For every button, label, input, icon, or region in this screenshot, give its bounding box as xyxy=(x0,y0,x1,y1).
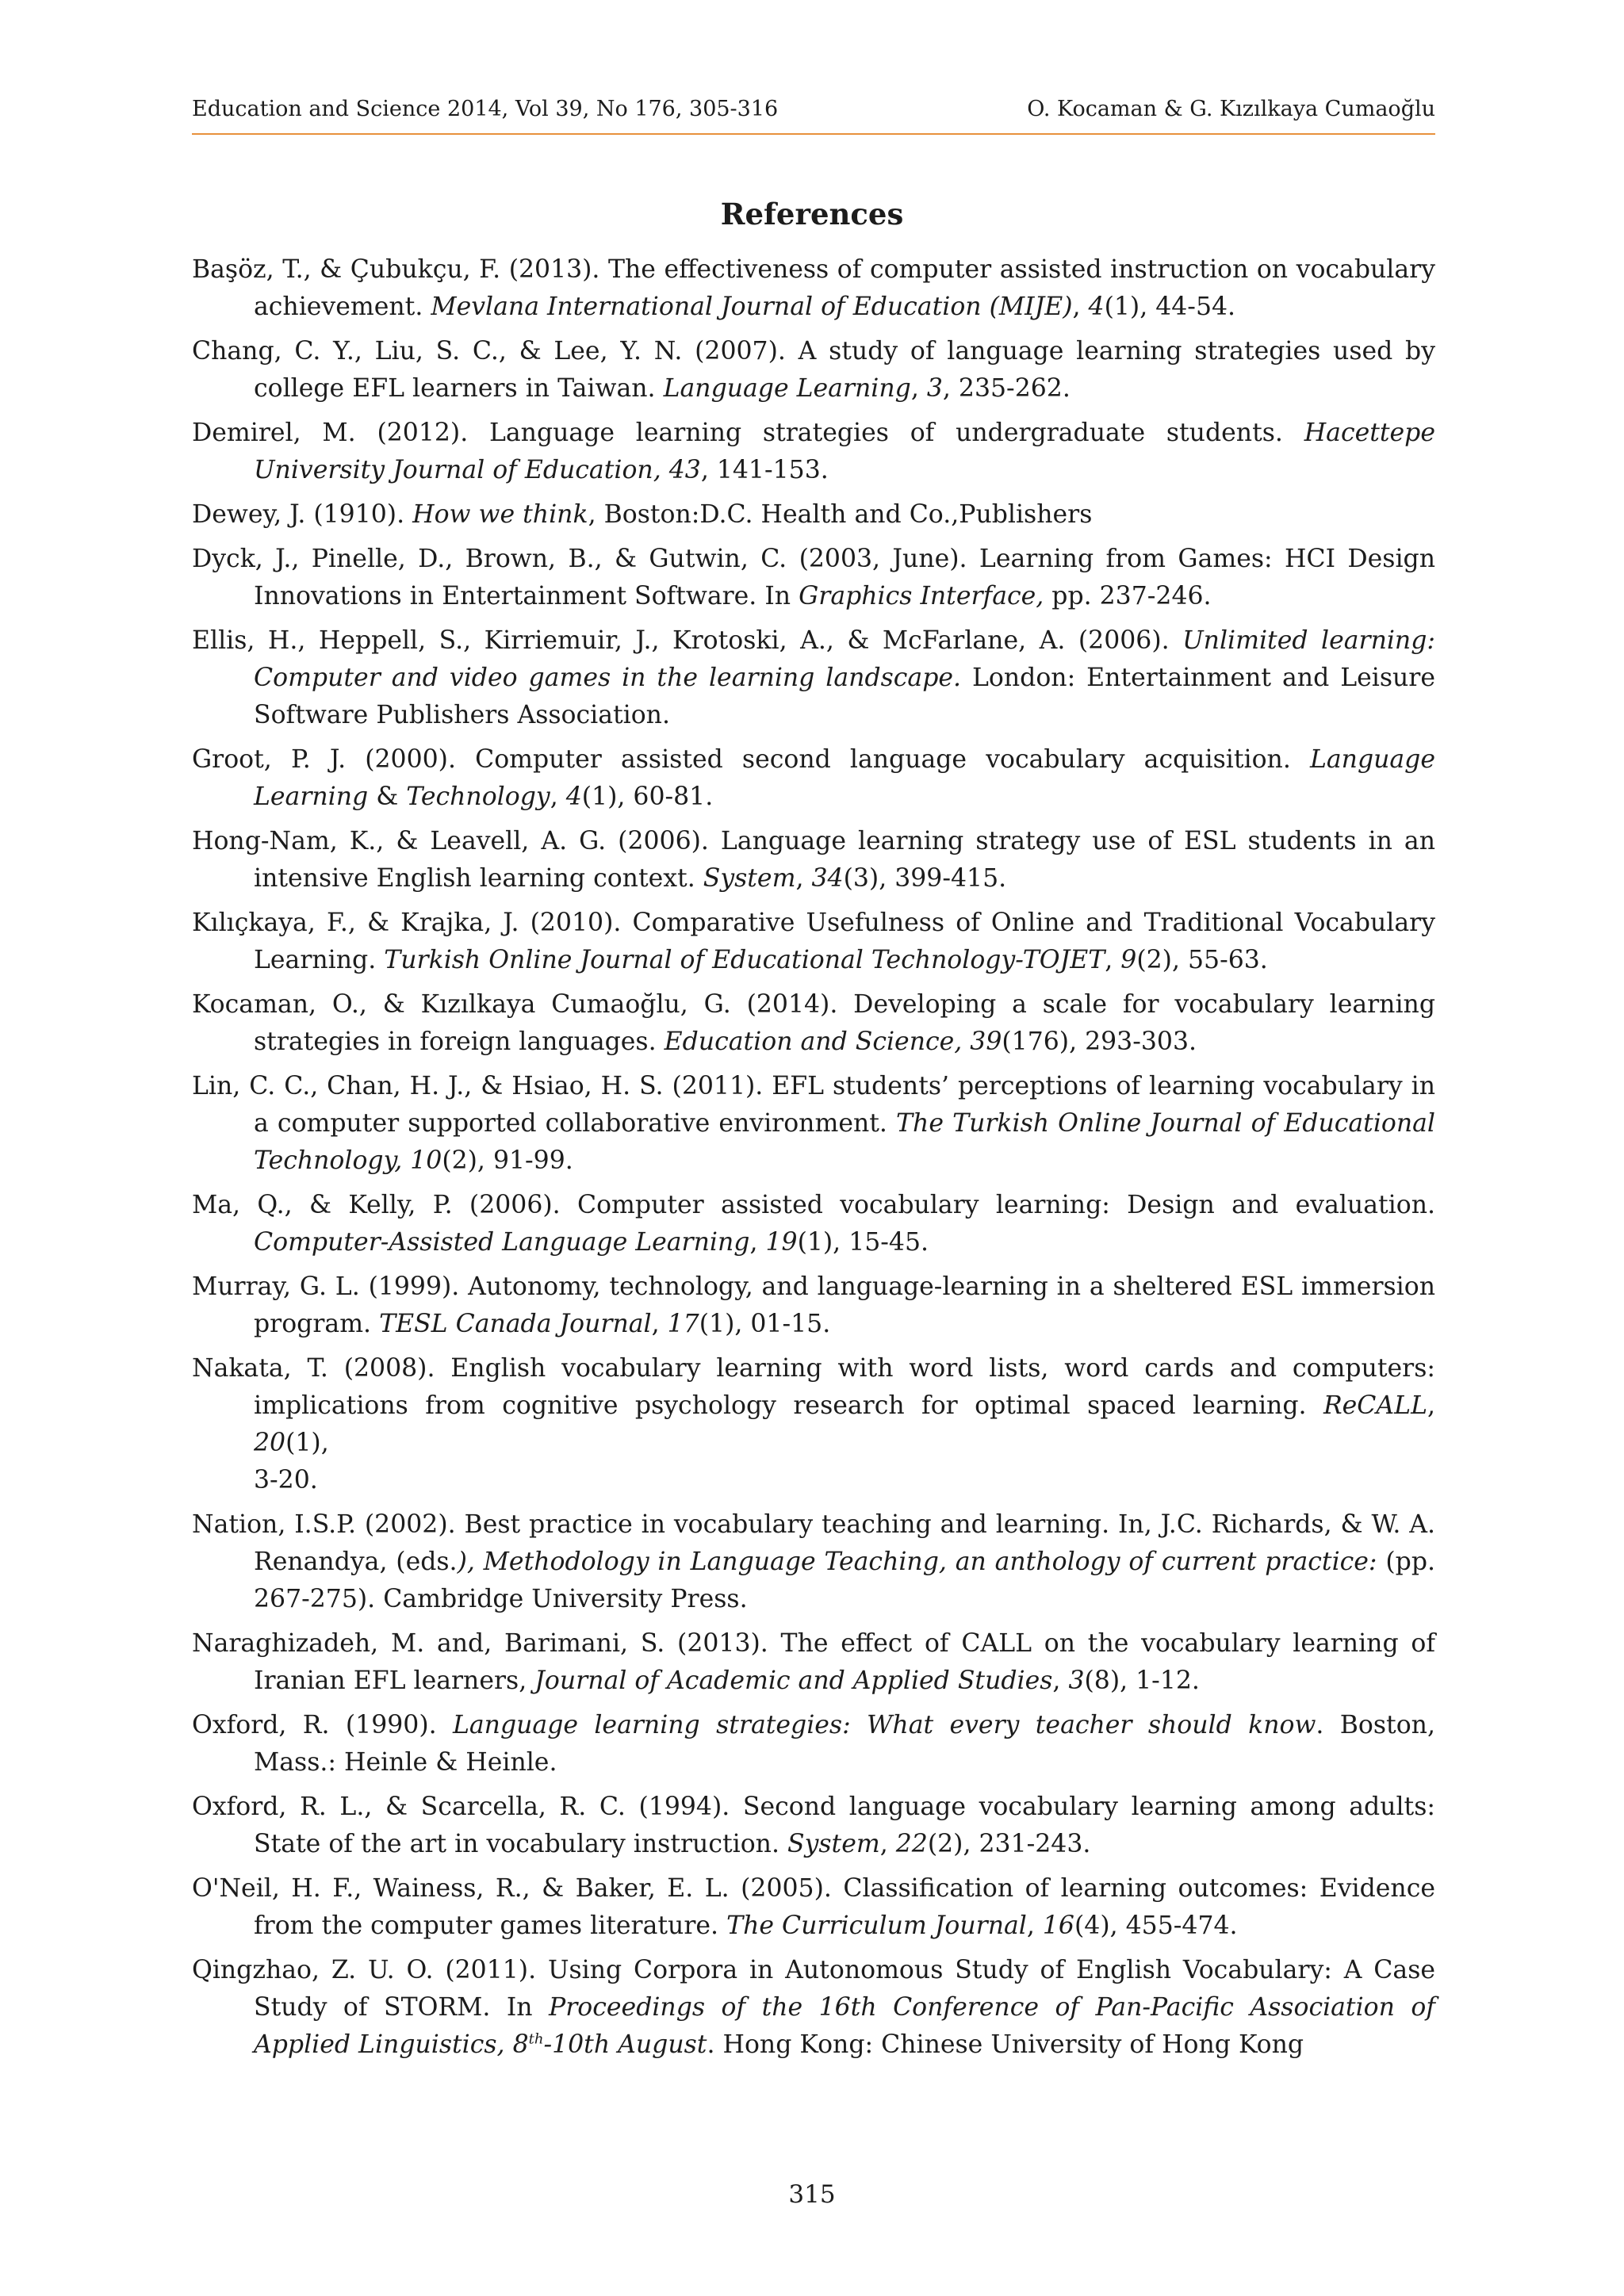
reference-italic-text: -10th August xyxy=(543,2030,707,2059)
reference-italic-text: 17 xyxy=(667,1310,699,1338)
reference-italic-text: How we think xyxy=(412,500,588,529)
reference-text: , xyxy=(1427,1391,1435,1420)
reference-text: , xyxy=(749,1228,766,1257)
reference-entry xyxy=(192,333,1435,408)
reference-italic-text: Turkish Online Journal of Educational Technology-TOJET xyxy=(384,946,1105,974)
reference-italic-text: The Turkish Online Journal of Educational Technology, 10 xyxy=(254,1109,1436,1175)
reference-text: , xyxy=(1105,946,1121,974)
reference-text: Dyck, J., Pinelle, D., Brown, B., & Gutwin, C. (2003, June). Learning from Games: HCI Design Innovations in Entertainment Software. In xyxy=(192,545,1435,610)
reference-entry xyxy=(192,1068,1435,1180)
reference-entry xyxy=(192,1187,1435,1261)
reference-text: Nation, I.S.P. (2002). Best practice in vocabulary teaching and learning. In, J.C. Richards, & W. A. Renandya, (eds. xyxy=(192,1510,1435,1576)
reference-text: Ellis, H., Heppell, S., Kirriemuir, J., Krotoski, A., & McFarlane, A. (2006). xyxy=(192,626,1183,655)
reference-text: (1), xyxy=(285,1429,329,1457)
reference-text: , 141-153. xyxy=(700,456,829,484)
reference-italic-text: Mevlana International Journal of Education (MIJE) xyxy=(431,293,1073,321)
reference-text: . Hong Kong: Chinese University of Hong Kong xyxy=(707,2030,1304,2059)
reference-italic-text: 9 xyxy=(1120,946,1137,974)
reference-text: (2), 231-243. xyxy=(927,1830,1091,1858)
reference-text: Hong-Nam, K., & Leavell, A. G. (2006). Language learning strategy use of ESL students in an intensive English learning context. xyxy=(192,827,1435,893)
reference-italic-text: 34 xyxy=(811,864,844,893)
reference-italic-text: Computer-Assisted Language Learning xyxy=(254,1228,750,1257)
reference-italic-text: Journal of Academic and Applied Studies xyxy=(534,1667,1053,1695)
reference-text: , xyxy=(879,1830,896,1858)
reference-text: pp. 237-246. xyxy=(1044,582,1212,610)
reference-text: Başöz, T., & Çubukçu, F. (2013). The effectiveness of computer assisted instruction on vocabulary achievement. xyxy=(192,255,1435,321)
reference-text: Demirel, M. (2012). Language learning strategies of undergraduate students. xyxy=(192,419,1304,447)
reference-text: (1), 01-15. xyxy=(699,1310,831,1338)
reference-text: (4), 455-474. xyxy=(1074,1911,1238,1940)
reference-italic-text: 19 xyxy=(765,1228,798,1257)
reference-italic-text: The Curriculum Journal xyxy=(726,1911,1027,1940)
reference-text: , Boston:D.C. Health and Co.,Publishers xyxy=(588,500,1093,529)
reference-entry xyxy=(192,1707,1435,1781)
reference-italic-text: 4 xyxy=(565,783,582,811)
reference-text: (1), 44-54. xyxy=(1104,293,1236,321)
reference-text: Qingzhao, Z. U. O. (2011). Using Corpora in Autonomous Study of English Vocabulary: A Case Study of STORM. In xyxy=(192,1956,1435,2022)
reference-text: , xyxy=(795,864,812,893)
reference-text: Chang, C. Y., Liu, S. C., & Lee, Y. N. (2007). A study of language learning strategies used by college EFL learners in Taiwan. xyxy=(192,337,1435,403)
reference-entry xyxy=(192,541,1435,615)
reference-italic-text: Technology xyxy=(406,783,550,811)
reference-italic-text: ReCALL xyxy=(1323,1391,1427,1420)
reference-entry xyxy=(192,1789,1435,1863)
reference-entry xyxy=(192,1269,1435,1343)
reference-list xyxy=(192,251,1435,2071)
reference-italic-text: Language learning strategies: What every teacher should know xyxy=(452,1711,1316,1739)
reference-italic-text: 3 xyxy=(926,374,943,403)
reference-entry xyxy=(192,1870,1435,1945)
reference-entry xyxy=(192,741,1435,816)
reference-italic-text: System xyxy=(703,864,796,893)
reference-entry xyxy=(192,1506,1435,1618)
reference-text: Kocaman, O., & Kızılkaya Cumaoğlu, G. (2014). Developing a scale for vocabulary learning strategies in foreign languages. xyxy=(192,990,1435,1056)
reference-entry xyxy=(192,823,1435,897)
page-number: 315 xyxy=(788,2180,836,2209)
reference-text: (176), 293-303. xyxy=(1002,1027,1197,1056)
reference-text: , xyxy=(1026,1911,1043,1940)
reference-text: (8), 1-12. xyxy=(1084,1667,1200,1695)
reference-text: , xyxy=(1052,1667,1069,1695)
reference-text: Oxford, R. (1990). xyxy=(192,1711,453,1739)
reference-text: London: Entertainment and Leisure Software Publishers Association. xyxy=(254,664,1436,729)
reference-text: , xyxy=(651,1310,668,1338)
reference-text: , xyxy=(550,783,566,811)
reference-text: , 235-262. xyxy=(942,374,1071,403)
reference-italic-text: System xyxy=(787,1830,880,1858)
header-rule xyxy=(192,133,1435,135)
reference-italic-text: 20 xyxy=(254,1429,286,1457)
reference-italic-text: 16 xyxy=(1042,1911,1074,1940)
reference-text: Naraghizadeh, M. and, Barimani, S. (2013). The effect of CALL on the vocabulary learning of Iranian EFL learners, xyxy=(192,1629,1435,1695)
reference-italic-text: Education and Science, 39 xyxy=(664,1027,1002,1056)
reference-italic-text: Hacettepe University Journal of Education, 43 xyxy=(254,419,1435,484)
reference-text: , xyxy=(910,374,927,403)
journal-citation: Education and Science 2014, Vol 39, No 176, 305-316 xyxy=(192,97,779,121)
reference-text: (pp. 267-275). Cambridge University Press. xyxy=(254,1548,1435,1613)
reference-italic-text: 22 xyxy=(895,1830,928,1858)
authors-header: O. Kocaman & G. Kızılkaya Cumaoğlu xyxy=(1027,97,1435,121)
reference-text: (2), 55-63. xyxy=(1136,946,1268,974)
running-header xyxy=(192,97,1435,128)
reference-text: Ma, Q., & Kelly, P. (2006). Computer assisted vocabulary learning: Design and evaluation. xyxy=(192,1191,1435,1219)
reference-text: & xyxy=(368,783,407,811)
reference-entry xyxy=(192,1625,1435,1700)
reference-text: 3-20. xyxy=(254,1466,318,1494)
reference-italic-text: 4 xyxy=(1088,293,1105,321)
reference-italic-text: TESL Canada Journal xyxy=(379,1310,652,1338)
reference-text: . Boston, Mass.: Heinle & Heinle. xyxy=(254,1711,1435,1777)
reference-entry xyxy=(192,251,1435,326)
reference-text: O'Neil, H. F., Wainess, R., & Baker, E. L. (2005). Classification of learning outcomes: Evidence from the computer games literature. xyxy=(192,1874,1435,1940)
reference-text: (1), 60-81. xyxy=(581,783,714,811)
reference-text: (3), 399-415. xyxy=(843,864,1007,893)
reference-text: (2), 91-99. xyxy=(442,1146,573,1175)
reference-text: (1), 15-45. xyxy=(797,1228,929,1257)
reference-italic-text: Language Learning xyxy=(663,374,911,403)
reference-entry xyxy=(192,986,1435,1061)
reference-text: Kılıçkaya, F., & Krajka, J. (2010). Comparative Usefulness of Online and Traditional Vocabulary Learning. xyxy=(192,909,1435,974)
reference-italic-text: ), Methodology in Language Teaching, an anthology of current practice: xyxy=(457,1548,1377,1576)
reference-entry xyxy=(192,1350,1435,1499)
reference-entry xyxy=(192,1952,1435,2064)
reference-text: Oxford, R. L., & Scarcella, R. C. (1994). Second language vocabulary learning among adults: State of the art in vocabulary instruction. xyxy=(192,1793,1435,1858)
reference-italic-text: Unlimited learning: Computer and video games in the learning landscape. xyxy=(254,626,1435,692)
reference-entry xyxy=(192,905,1435,979)
reference-text: Nakata, T. (2008). English vocabulary learning with word lists, word cards and computers: implications from cognitive psychology research for optimal spaced learning. xyxy=(192,1354,1435,1420)
reference-text: Lin, C. C., Chan, H. J., & Hsiao, H. S. (2011). EFL students’ perceptions of learning vocabulary in a computer supported collaborative environment. xyxy=(192,1072,1435,1138)
reference-italic-text: Proceedings of the 16th Conference of Pan-Pacific Association of Applied Linguistics, 8 xyxy=(254,1993,1435,2059)
reference-text: , xyxy=(1072,293,1089,321)
reference-text: Groot, P. J. (2000). Computer assisted second language vocabulary acquisition. xyxy=(192,745,1310,774)
page-title: References xyxy=(720,197,904,232)
reference-entry xyxy=(192,496,1435,534)
reference-text: Murray, G. L. (1999). Autonomy, technology, and language-learning in a sheltered ESL immersion program. xyxy=(192,1272,1435,1338)
reference-text: Dewey, J. (1910). xyxy=(192,500,413,529)
reference-entry xyxy=(192,415,1435,489)
reference-italic-text: Graphics Interface, xyxy=(799,582,1044,610)
reference-italic-text: th xyxy=(528,2030,544,2048)
reference-entry xyxy=(192,622,1435,734)
reference-italic-text: 3 xyxy=(1068,1667,1085,1695)
reference-italic-text: Language Learning xyxy=(254,745,1435,811)
